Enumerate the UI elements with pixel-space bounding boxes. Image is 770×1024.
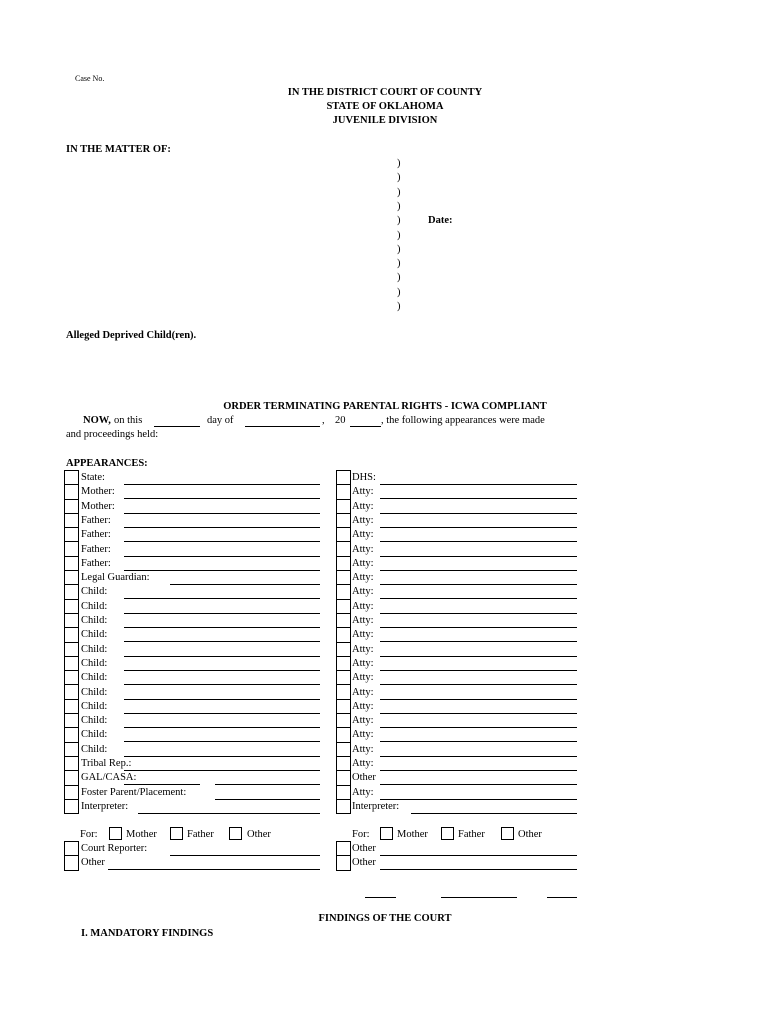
left-appearance-field[interactable] (124, 727, 320, 728)
left-appearance-field[interactable] (215, 799, 320, 800)
right-appearance-checkbox[interactable] (337, 771, 350, 785)
now-label: NOW, (83, 415, 111, 426)
left-appearance-checkbox[interactable] (65, 671, 78, 685)
left-appearance-label: Father: (81, 543, 111, 555)
right-appearance-field[interactable] (380, 699, 577, 700)
left-extra-checkbox-column[interactable] (64, 841, 79, 871)
left-appearance-label: Child: (81, 600, 108, 612)
left-appearance-label: Father: (81, 514, 111, 526)
left-appearance-checkbox[interactable] (65, 728, 78, 742)
signature-blank-2[interactable] (441, 897, 517, 898)
left-appearance-checkbox[interactable] (65, 786, 78, 800)
left-appearance-checkbox[interactable] (65, 557, 78, 571)
right-appearance-field[interactable] (380, 556, 577, 557)
right-for-father-label: Father (458, 829, 485, 840)
right-appearance-field[interactable] (380, 670, 577, 671)
signature-blank-3[interactable] (547, 897, 577, 898)
on-this-label: on this (114, 415, 143, 426)
right-appearance-label: Atty: (352, 572, 374, 584)
right-for-label: For: (352, 829, 370, 840)
left-appearance-checkbox[interactable] (65, 771, 78, 785)
right-other-field-2[interactable] (380, 869, 577, 870)
left-for-father-checkbox[interactable] (170, 827, 183, 840)
left-appearance-label: Child: (81, 729, 108, 741)
right-appearance-checkbox[interactable] (337, 657, 350, 671)
left-appearance-field[interactable] (124, 541, 320, 542)
right-appearance-field[interactable] (411, 813, 577, 814)
right-appearance-field[interactable] (380, 498, 577, 499)
right-appearance-label: Atty: (352, 514, 374, 526)
left-other-field[interactable] (108, 869, 320, 870)
right-appearance-label: Atty: (352, 743, 374, 755)
left-appearance-checkbox[interactable] (65, 614, 78, 628)
right-appearance-field[interactable] (380, 684, 577, 685)
right-appearance-field[interactable] (380, 713, 577, 714)
right-appearance-label: Atty: (352, 486, 374, 498)
left-appearance-checkbox[interactable] (65, 757, 78, 771)
order-title: ORDER TERMINATING PARENTAL RIGHTS - ICWA COMPLIANT (223, 401, 547, 412)
right-appearance-checkbox[interactable] (337, 671, 350, 685)
right-appearance-checkbox[interactable] (337, 614, 350, 628)
right-appearance-checkbox[interactable] (337, 514, 350, 528)
caption-paren: ) (397, 243, 401, 255)
right-other-label-1: Other (352, 843, 376, 854)
gal-casa-field[interactable] (124, 784, 200, 785)
left-appearance-field[interactable] (124, 484, 320, 485)
left-appearance-checkbox[interactable] (65, 685, 78, 699)
left-other-label: Other (81, 857, 105, 868)
right-extra-checkbox-column[interactable] (336, 841, 351, 871)
right-appearance-label: Interpreter: (352, 800, 400, 812)
left-appearance-label: Child: (81, 643, 108, 655)
left-appearance-checkbox[interactable] (65, 700, 78, 714)
right-appearance-checkbox[interactable] (337, 500, 350, 514)
right-appearance-checkbox[interactable] (337, 643, 350, 657)
right-appearance-label: Atty: (352, 715, 374, 727)
left-checkbox-column[interactable] (64, 470, 79, 814)
right-appearance-field[interactable] (380, 570, 577, 571)
month-blank[interactable] (245, 426, 320, 427)
right-appearance-checkbox[interactable] (337, 528, 350, 542)
left-appearance-label: Mother: (81, 486, 115, 498)
left-appearance-label: Child: (81, 586, 108, 598)
day-of-label: day of (207, 415, 234, 426)
left-for-mother-checkbox[interactable] (109, 827, 122, 840)
left-appearance-label: Child: (81, 672, 108, 684)
left-appearance-label: Mother: (81, 500, 115, 512)
right-appearance-checkbox[interactable] (337, 542, 350, 556)
right-appearance-label: Atty: (352, 600, 374, 612)
caption-paren: ) (397, 258, 401, 270)
year-blank[interactable] (350, 426, 381, 427)
caption-paren: ) (397, 215, 401, 227)
left-appearance-field[interactable] (124, 627, 320, 628)
gal-casa-name-field[interactable] (215, 784, 320, 785)
right-appearance-field[interactable] (380, 770, 577, 771)
right-appearance-checkbox[interactable] (337, 757, 350, 771)
left-for-other-checkbox[interactable] (229, 827, 242, 840)
right-appearance-field[interactable] (380, 598, 577, 599)
right-appearance-field[interactable] (380, 656, 577, 657)
left-appearance-checkbox[interactable] (65, 514, 78, 528)
right-appearance-label: Atty: (352, 758, 374, 769)
left-appearance-checkbox[interactable] (65, 600, 78, 614)
left-appearance-label: Child: (81, 700, 108, 712)
right-appearance-label: Atty: (352, 615, 374, 626)
right-appearance-checkbox[interactable] (337, 628, 350, 642)
left-appearance-checkbox[interactable] (65, 528, 78, 542)
left-appearance-label: Foster Parent/Placement: (81, 786, 187, 798)
right-appearance-checkbox[interactable] (337, 685, 350, 699)
left-appearance-checkbox[interactable] (65, 657, 78, 671)
left-appearance-label: Father: (81, 529, 111, 541)
left-appearance-checkbox[interactable] (65, 628, 78, 642)
right-appearance-field[interactable] (380, 584, 577, 585)
right-appearance-label: Atty: (352, 729, 374, 741)
right-appearance-field[interactable] (380, 527, 577, 528)
left-appearance-field[interactable] (124, 670, 320, 671)
right-appearance-field[interactable] (380, 541, 577, 542)
right-appearance-label: Atty: (352, 643, 374, 655)
proceedings-held-label: and proceedings held: (66, 429, 159, 440)
left-appearance-field[interactable] (124, 613, 320, 614)
right-appearance-checkbox[interactable] (337, 714, 350, 728)
left-appearance-label: Father: (81, 557, 111, 569)
mandatory-findings-title: I. MANDATORY FINDINGS (81, 928, 214, 939)
caption-paren: ) (397, 158, 401, 169)
right-appearance-label: Other (352, 772, 376, 784)
court-reporter-field[interactable] (170, 855, 320, 856)
left-appearance-field[interactable] (124, 713, 320, 714)
right-for-other-checkbox[interactable] (501, 827, 514, 840)
left-appearance-field[interactable] (124, 699, 320, 700)
caption-paren: ) (397, 172, 401, 184)
comma-label: , (322, 415, 325, 426)
caption-paren: ) (397, 186, 401, 198)
right-appearance-label: DHS: (352, 472, 376, 483)
left-appearance-label: Child: (81, 615, 108, 626)
right-appearance-checkbox[interactable] (337, 485, 350, 499)
left-appearance-checkbox[interactable] (65, 571, 78, 585)
left-appearance-field[interactable] (124, 770, 320, 771)
left-appearance-field[interactable] (124, 756, 320, 757)
left-appearance-label: State: (81, 472, 105, 483)
right-appearance-label: Atty: (352, 629, 374, 641)
left-appearance-checkbox[interactable] (65, 714, 78, 728)
left-appearance-field[interactable] (170, 584, 320, 585)
left-appearance-checkbox[interactable] (65, 542, 78, 556)
right-appearance-field[interactable] (380, 627, 577, 628)
right-appearance-label: Atty: (352, 543, 374, 555)
year-prefix-label: 20 (335, 415, 346, 426)
right-appearance-label: Atty: (352, 529, 374, 541)
right-for-other-label: Other (518, 829, 542, 840)
left-appearance-field[interactable] (124, 570, 320, 571)
left-appearance-field[interactable] (124, 527, 320, 528)
left-for-father-label: Father (187, 829, 214, 840)
left-appearance-label: GAL/CASA: (81, 772, 137, 784)
right-appearance-checkbox[interactable] (337, 471, 350, 485)
state-title: STATE OF OKLAHOMA (326, 101, 444, 112)
signature-blank-1[interactable] (365, 897, 396, 898)
right-appearance-field[interactable] (380, 727, 577, 728)
left-appearance-field[interactable] (138, 813, 320, 814)
left-appearance-field[interactable] (124, 556, 320, 557)
right-appearance-label: Atty: (352, 686, 374, 698)
alleged-deprived-children-label: Alleged Deprived Child(ren). (66, 330, 197, 341)
right-appearance-label: Atty: (352, 557, 374, 569)
right-other-field-1[interactable] (380, 855, 577, 856)
in-the-matter-of-label: IN THE MATTER OF: (66, 144, 171, 155)
left-appearance-field[interactable] (124, 656, 320, 657)
left-appearance-field[interactable] (124, 498, 320, 499)
right-appearance-checkbox[interactable] (337, 800, 350, 814)
right-appearance-field[interactable] (380, 484, 577, 485)
right-appearance-checkbox[interactable] (337, 557, 350, 571)
right-appearance-field[interactable] (380, 741, 577, 742)
left-appearance-checkbox[interactable] (65, 743, 78, 757)
right-for-mother-label: Mother (397, 829, 428, 840)
right-appearance-checkbox[interactable] (337, 585, 350, 599)
left-appearance-label: Child: (81, 715, 108, 727)
left-appearance-field[interactable] (124, 684, 320, 685)
left-appearance-label: Child: (81, 629, 108, 641)
right-other-label-2: Other (352, 857, 376, 868)
left-appearance-checkbox[interactable] (65, 500, 78, 514)
right-appearance-label: Atty: (352, 700, 374, 712)
right-appearance-checkbox[interactable] (337, 743, 350, 757)
day-blank[interactable] (154, 426, 200, 427)
case-number-label: Case No. (75, 74, 105, 83)
right-appearance-checkbox[interactable] (337, 600, 350, 614)
right-for-father-checkbox[interactable] (441, 827, 454, 840)
right-appearance-field[interactable] (380, 784, 577, 785)
right-appearance-field[interactable] (380, 613, 577, 614)
left-appearance-label: Legal Guardian: (81, 572, 150, 584)
left-appearance-checkbox[interactable] (65, 800, 78, 814)
right-appearance-field[interactable] (380, 799, 577, 800)
left-appearance-field[interactable] (124, 741, 320, 742)
findings-title: FINDINGS OF THE COURT (318, 913, 452, 924)
left-for-label: For: (80, 829, 98, 840)
division-title: JUVENILE DIVISION (332, 115, 438, 126)
court-reporter-label: Court Reporter: (81, 843, 148, 854)
left-appearance-field[interactable] (124, 513, 320, 514)
right-appearance-label: Atty: (352, 672, 374, 684)
left-appearance-checkbox[interactable] (65, 485, 78, 499)
left-appearance-label: Interpreter: (81, 800, 129, 812)
right-appearance-label: Atty: (352, 657, 374, 669)
right-appearance-checkbox[interactable] (337, 728, 350, 742)
caption-paren: ) (397, 301, 401, 312)
right-appearance-label: Atty: (352, 586, 374, 598)
caption-paren: ) (397, 200, 401, 212)
left-appearance-field[interactable] (124, 598, 320, 599)
right-appearance-field[interactable] (380, 641, 577, 642)
left-appearance-checkbox[interactable] (65, 585, 78, 599)
right-appearance-checkbox[interactable] (337, 786, 350, 800)
left-appearance-label: Child: (81, 657, 108, 669)
court-title: IN THE DISTRICT COURT OF COUNTY (287, 87, 483, 98)
left-appearance-field[interactable] (124, 641, 320, 642)
caption-paren: ) (397, 286, 401, 298)
caption-paren: ) (397, 272, 401, 284)
appearances-sentence: , the following appearances were made (381, 415, 545, 426)
right-checkbox-column[interactable] (336, 470, 351, 814)
left-appearance-label: Child: (81, 686, 108, 698)
right-appearance-checkbox[interactable] (337, 700, 350, 714)
left-appearance-label: Child: (81, 743, 108, 755)
right-appearance-field[interactable] (380, 756, 577, 757)
right-appearance-label: Atty: (352, 786, 374, 798)
right-appearance-label: Atty: (352, 500, 374, 512)
left-appearance-checkbox[interactable] (65, 643, 78, 657)
left-for-mother-label: Mother (126, 829, 157, 840)
right-appearance-field[interactable] (380, 513, 577, 514)
left-appearance-label: Tribal Rep.: (81, 758, 132, 769)
left-appearance-checkbox[interactable] (65, 471, 78, 485)
appearances-label: APPEARANCES: (66, 458, 148, 469)
caption-paren: ) (397, 229, 401, 241)
right-appearance-checkbox[interactable] (337, 571, 350, 585)
left-for-other-label: Other (247, 829, 271, 840)
date-label: Date: (428, 215, 453, 226)
right-for-mother-checkbox[interactable] (380, 827, 393, 840)
